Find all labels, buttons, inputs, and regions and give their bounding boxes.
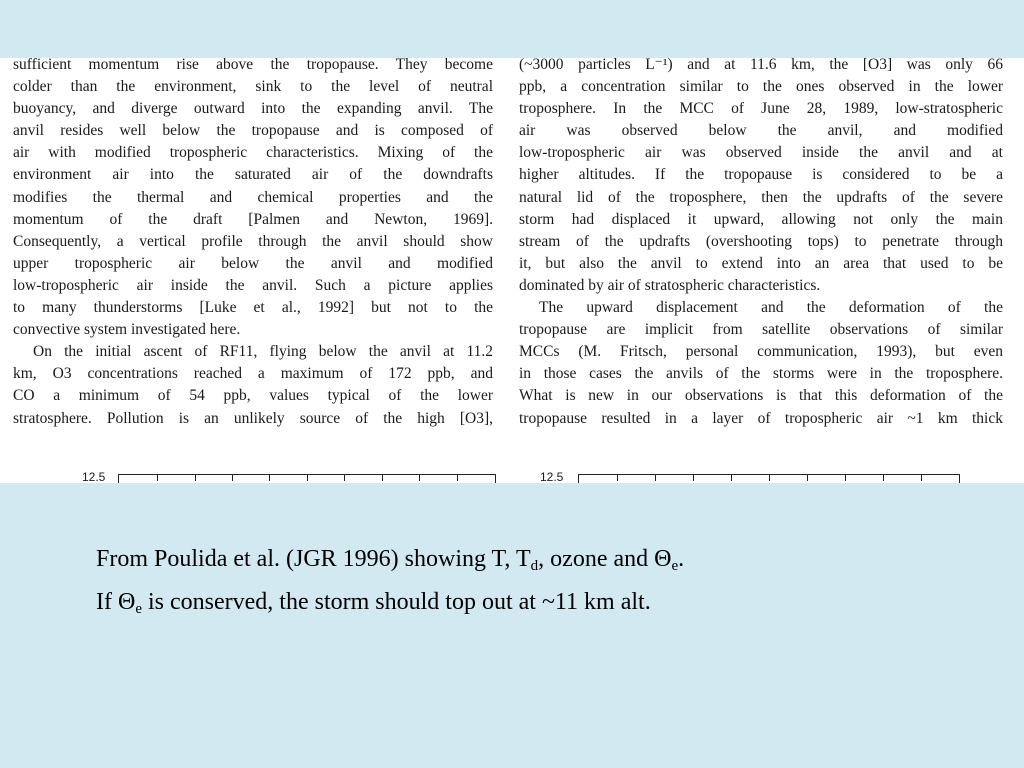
text-line: Consequently, a vertical profile through the anvil should show	[13, 232, 493, 250]
text-line: The upward displacement and the deformation of the	[539, 299, 1003, 317]
left-text-column	[13, 58, 493, 430]
text-line: higher altitudes. If the tropopause is considered to be a	[519, 166, 1003, 184]
caption-line-2: If $\Theta_e$ is conserved, the storm should top out at ~11 km alt.	[96, 589, 651, 617]
right-text-column	[519, 58, 1003, 430]
text-line: dominated by air of stratospheric characteristics.	[519, 276, 821, 294]
text-line: in those cases the anvils of the storms were in the troposphere.	[519, 365, 1003, 383]
text-line: What is new in our observations is that this deformation of the	[519, 387, 1003, 405]
axis-tick	[269, 475, 270, 481]
axis-tick	[883, 475, 884, 481]
text-line: CO a minimum of 54 ppb, values typical of the lower	[13, 387, 493, 405]
text-line: low-tropospheric air inside the anvil. Such a picture applies	[13, 276, 493, 294]
text-line: it, but also the anvil to extend into an area that used to be	[519, 254, 1003, 272]
axis-tick	[807, 475, 808, 481]
text-line: stream of the updrafts (overshooting tops) to penetrate through	[519, 232, 1003, 250]
left-plot-frame	[118, 474, 496, 483]
text-line: natural lid of the troposphere, then the updrafts of the severe	[519, 188, 1003, 206]
right-plot-frame	[578, 474, 960, 483]
axis-tick	[693, 475, 694, 481]
axis-tick	[617, 475, 618, 481]
text-line: (~3000 particles L⁻¹) and at 11.6 km, the [O3] was only 66	[519, 58, 1003, 73]
axis-tick	[921, 475, 922, 481]
axis-tick	[307, 475, 308, 481]
text-line: low-tropospheric air was observed inside the anvil and at	[519, 144, 1003, 162]
text-line: air was observed below the anvil, and modified	[519, 122, 1003, 140]
text-line: air with modified tropospheric characteristics. Mixing of the	[13, 144, 493, 162]
left-plot-axis-top	[82, 470, 502, 483]
text-line: tropopause resulted in a layer of tropospheric air ~1 km thick	[519, 409, 1003, 427]
text-line: On the initial ascent of RF11, flying below the anvil at 11.2	[33, 343, 493, 361]
left-axis-tick-label: 12.5	[82, 470, 106, 483]
text-line: troposphere. In the MCC of June 28, 1989, low-stratospheric	[519, 100, 1003, 118]
text-line: environment air into the saturated air of the downdrafts	[13, 166, 493, 184]
text-line: colder than the environment, sink to the level of neutral	[13, 78, 493, 96]
axis-tick	[157, 475, 158, 481]
text-line: sufficient momentum rise above the tropopause. They become	[13, 58, 493, 73]
axis-tick	[419, 475, 420, 481]
axis-tick	[195, 475, 196, 481]
text-line: to many thunderstorms [Luke et al., 1992] but not to the	[13, 299, 493, 317]
axis-tick	[382, 475, 383, 481]
scanned-paper-excerpt	[0, 58, 1024, 483]
text-line: MCCs (M. Fritsch, personal communication, 1993), but even	[519, 343, 1003, 361]
text-line: modifies the thermal and chemical properties and the	[13, 188, 493, 206]
caption-line-1: From Poulida et al. (JGR 1996) showing T, $T_d$, ozone and $\Theta_e$.	[96, 546, 685, 574]
text-line: tropopause are implicit from satellite observations of similar	[519, 321, 1003, 339]
slide-caption	[96, 538, 996, 624]
right-axis-tick-label: 12.5	[540, 470, 564, 483]
axis-tick	[845, 475, 846, 481]
text-line: buoyancy, and diverge outward into the expanding anvil. The	[13, 100, 493, 118]
axis-tick	[655, 475, 656, 481]
axis-tick	[232, 475, 233, 481]
text-line: stratosphere. Pollution is an unlikely source of the high [O3],	[13, 409, 493, 427]
text-line: anvil resides well below the tropopause and is composed of	[13, 122, 493, 140]
text-line: upper tropospheric air below the anvil and modified	[13, 254, 493, 272]
right-plot-axis-top	[540, 470, 965, 483]
axis-tick	[457, 475, 458, 481]
axis-tick	[344, 475, 345, 481]
text-line: storm had displaced it upward, allowing not only the main	[519, 210, 1003, 228]
text-line: convective system investigated here.	[13, 321, 241, 339]
text-line: ppb, a concentration similar to the ones observed in the lower	[519, 78, 1003, 96]
axis-tick	[769, 475, 770, 481]
text-line: km, O3 concentrations reached a maximum of 172 ppb, and	[13, 365, 493, 383]
text-line: momentum of the draft [Palmen and Newton, 1969].	[13, 210, 493, 228]
axis-tick	[731, 475, 732, 481]
